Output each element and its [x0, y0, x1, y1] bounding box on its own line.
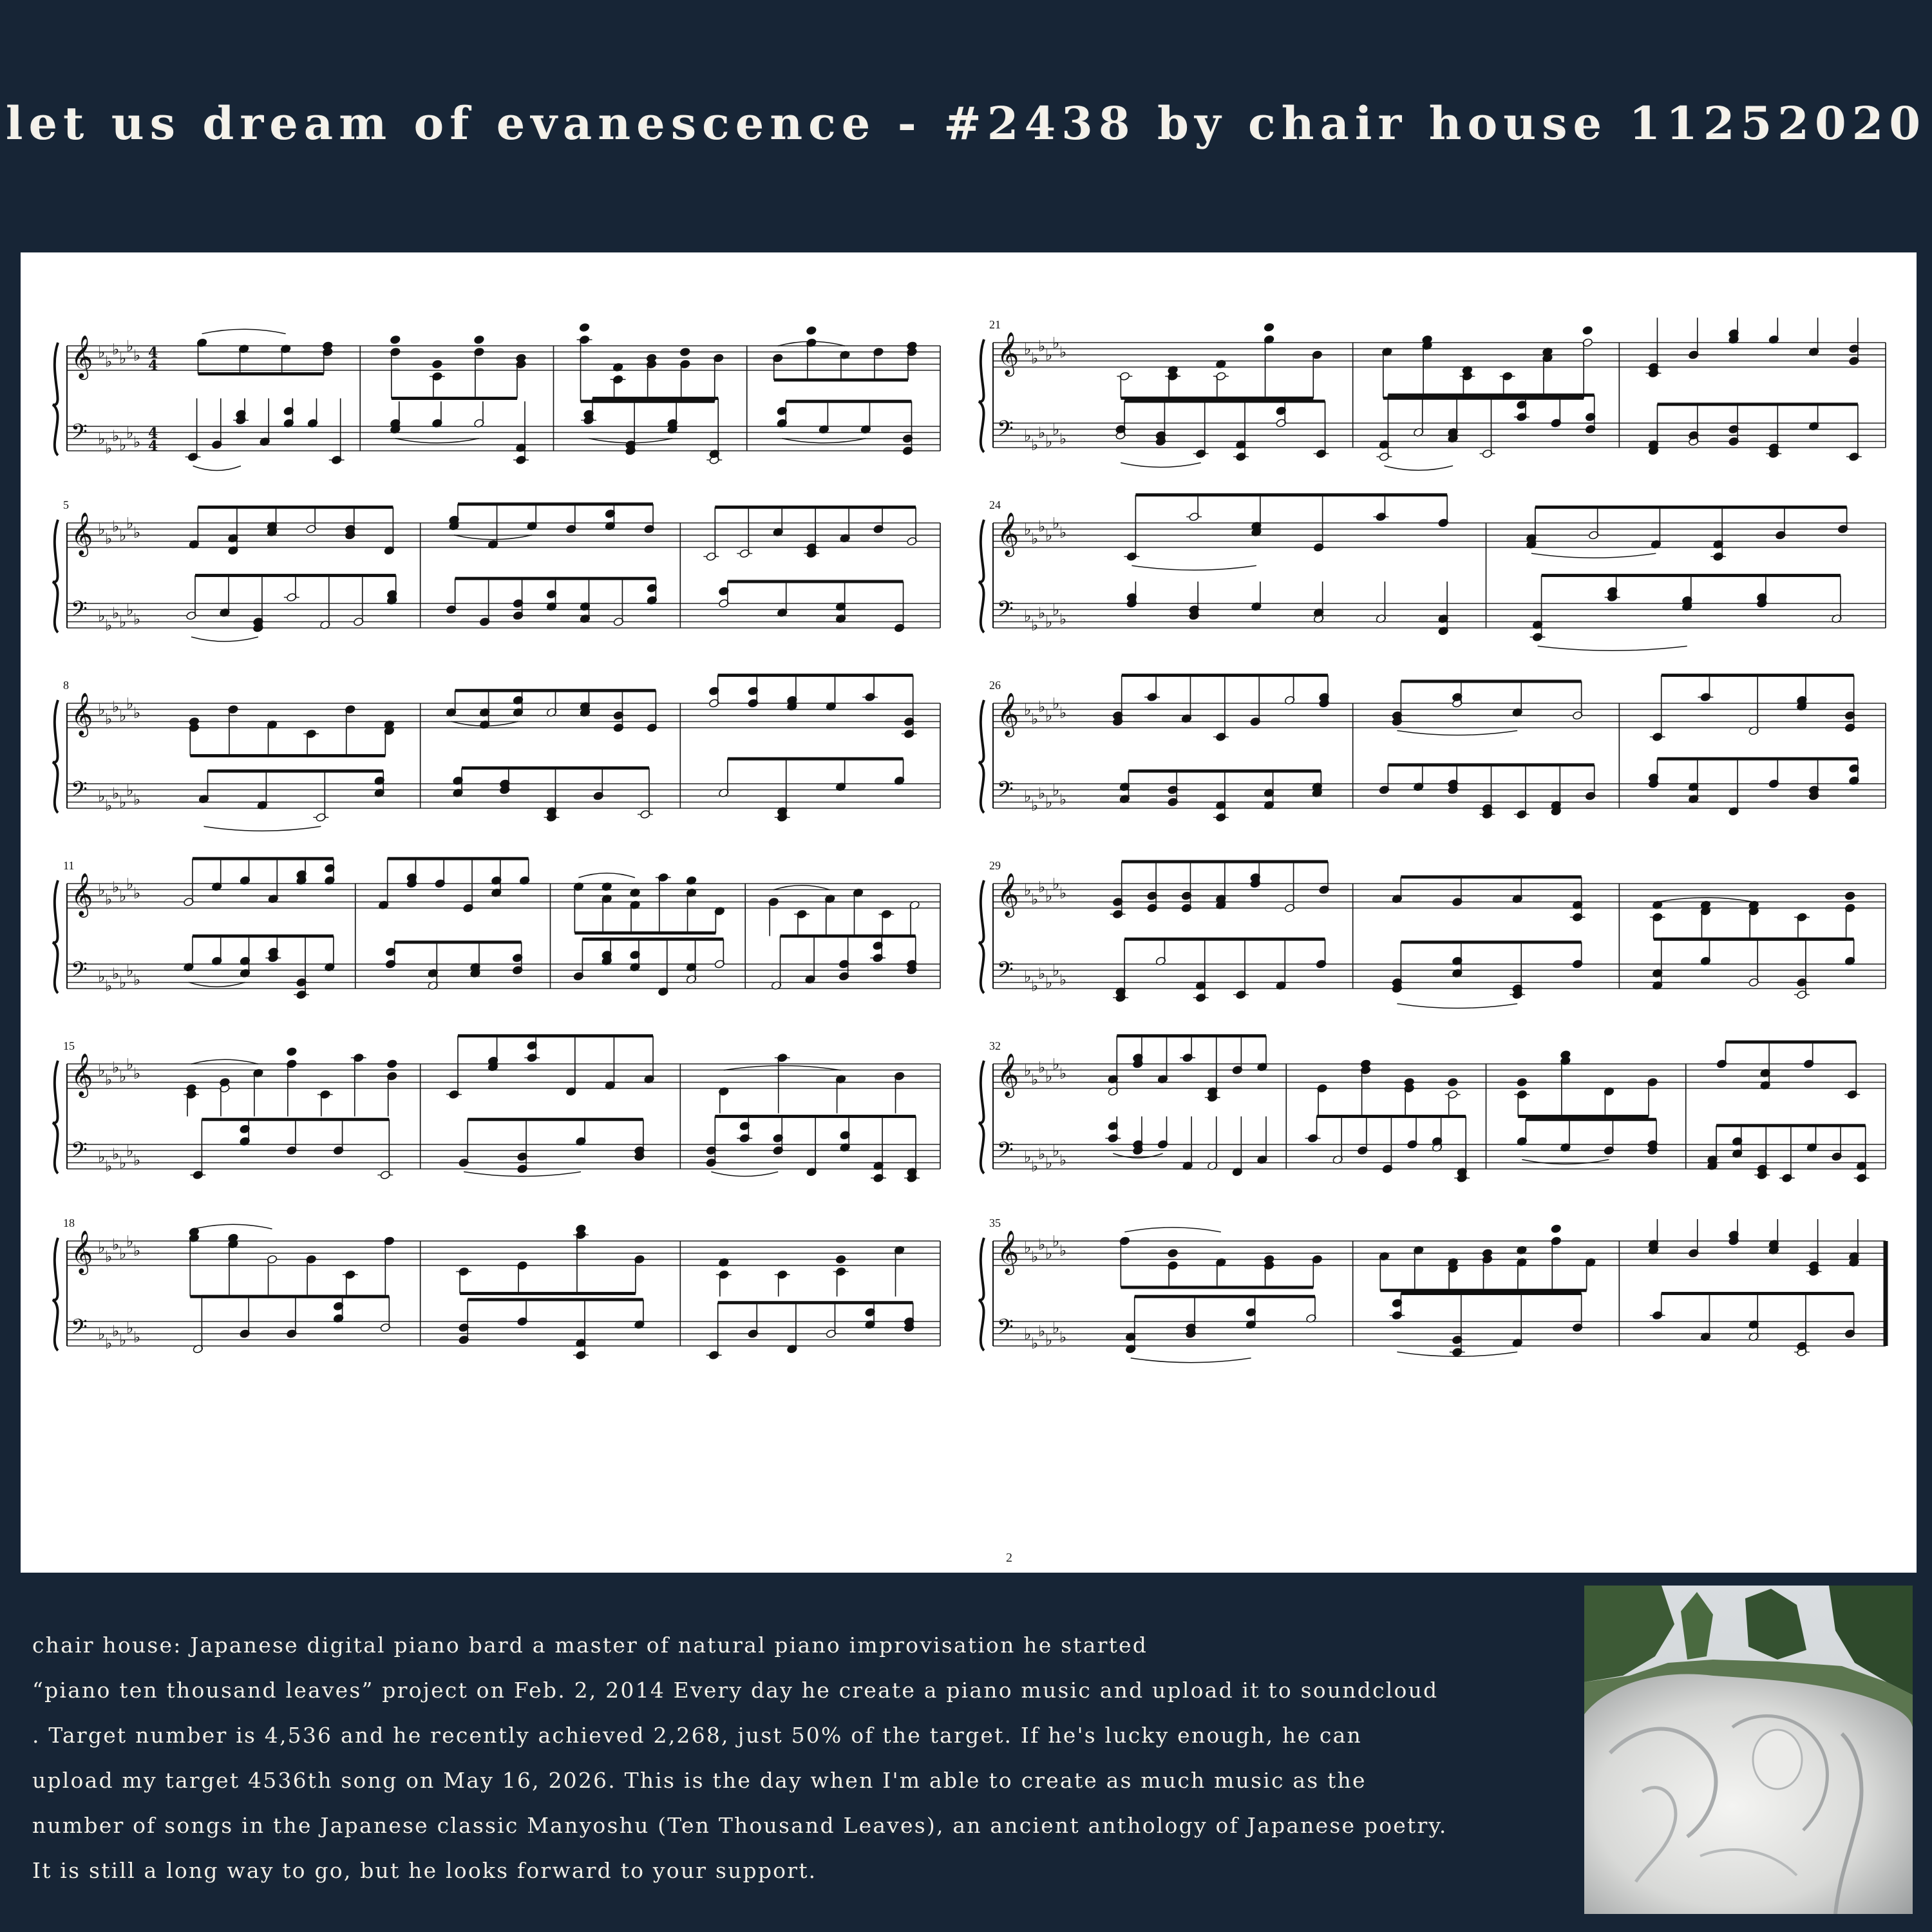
marble-sculpture-photo [1584, 1586, 1913, 1914]
bio-line: number of songs in the Japanese classic Manyoshu (Ten Thousand Leaves), an ancient anthology of Japanese poetry. [32, 1813, 1448, 1838]
flat-sign: ♭ [105, 1070, 113, 1089]
flat-sign: ♭ [119, 349, 127, 368]
flat-sign: ♭ [1038, 1144, 1046, 1163]
flat-sign: ♭ [98, 607, 106, 625]
flat-sign: ♭ [98, 1061, 106, 1079]
note-head [1551, 1224, 1562, 1234]
bass-clef: 𝄢 [997, 417, 1014, 446]
flat-sign: ♭ [98, 1238, 106, 1256]
staff-brace [979, 339, 984, 452]
flat-sign: ♭ [126, 694, 134, 713]
flat-sign: ♭ [1038, 1321, 1046, 1340]
slur [773, 886, 830, 890]
flat-sign: ♭ [1038, 878, 1046, 896]
bar-number: 26 [989, 679, 1001, 692]
bass-clef: 𝄢 [997, 958, 1014, 987]
flat-sign: ♭ [1052, 421, 1060, 439]
flat-sign: ♭ [126, 601, 134, 619]
bass-clef: 𝄢 [71, 420, 88, 450]
flat-sign: ♭ [1038, 697, 1046, 716]
slur [1522, 1160, 1609, 1164]
flat-sign: ♭ [133, 1328, 141, 1347]
flat-sign: ♭ [105, 796, 113, 815]
flat-sign: ♭ [133, 790, 141, 809]
flat-sign: ♭ [1038, 1058, 1046, 1077]
flat-sign: ♭ [1059, 1064, 1067, 1083]
flat-sign: ♭ [1024, 426, 1032, 445]
flat-sign: ♭ [126, 424, 134, 442]
staff-brace [53, 880, 58, 993]
flat-sign: ♭ [1024, 1148, 1032, 1166]
slur [191, 637, 258, 641]
bar-number: 35 [989, 1217, 1001, 1229]
flat-sign: ♭ [112, 1321, 120, 1340]
note-head [286, 1047, 297, 1057]
flat-sign: ♭ [1052, 781, 1060, 799]
note-head [1447, 1077, 1458, 1087]
flat-sign: ♭ [1024, 1061, 1032, 1079]
bio-line: upload my target 4536th song on May 16, 2026. This is the day when I'm able to create as much music as the [32, 1768, 1367, 1793]
treble-clef: 𝄞 [997, 331, 1019, 375]
time-signature: 4 [148, 438, 158, 455]
note-head [1844, 891, 1855, 901]
note-head [579, 323, 590, 332]
flat-sign: ♭ [1052, 1232, 1060, 1251]
flat-sign: ♭ [1052, 514, 1060, 533]
flat-sign: ♭ [1024, 520, 1032, 538]
flat-sign: ♭ [105, 352, 113, 371]
flat-sign: ♭ [1059, 971, 1067, 989]
flat-sign: ♭ [1045, 1244, 1053, 1263]
flat-sign: ♭ [98, 1148, 106, 1166]
note-head [386, 1059, 397, 1069]
flat-sign: ♭ [98, 430, 106, 448]
flat-sign: ♭ [112, 878, 120, 896]
flat-sign: ♭ [98, 520, 106, 538]
flat-sign: ♭ [1038, 964, 1046, 983]
slur [724, 1066, 841, 1070]
flat-sign: ♭ [112, 426, 120, 445]
flat-sign: ♭ [98, 881, 106, 899]
flat-sign: ♭ [105, 890, 113, 909]
sheet-music-page [21, 252, 1917, 1573]
bar-number: 8 [63, 679, 69, 692]
staff-brace [53, 520, 58, 632]
flat-sign: ♭ [126, 1232, 134, 1251]
flat-sign: ♭ [112, 697, 120, 716]
flat-sign: ♭ [112, 1235, 120, 1254]
treble-clef: 𝄞 [71, 692, 93, 735]
slur [454, 535, 532, 540]
note-head [806, 326, 817, 336]
flat-sign: ♭ [112, 1058, 120, 1077]
flat-sign: ♭ [105, 1247, 113, 1266]
note-head [1582, 326, 1593, 336]
flat-sign: ♭ [1031, 616, 1039, 634]
flat-sign: ♭ [133, 884, 141, 902]
flat-sign: ♭ [1031, 435, 1039, 454]
flat-sign: ♭ [133, 433, 141, 451]
slur [395, 439, 479, 443]
staff-brace [979, 700, 984, 813]
flat-sign: ♭ [119, 613, 127, 631]
staff-brace [979, 1061, 984, 1173]
flat-sign: ♭ [1031, 349, 1039, 368]
flat-sign: ♭ [1024, 787, 1032, 806]
slur [202, 329, 286, 334]
score-svg [21, 252, 1917, 1573]
flat-sign: ♭ [1031, 529, 1039, 548]
flat-sign: ♭ [1031, 1070, 1039, 1089]
flat-sign: ♭ [1059, 610, 1067, 629]
flat-sign: ♭ [1031, 796, 1039, 815]
slur [1124, 1227, 1220, 1232]
flat-sign: ♭ [1024, 1325, 1032, 1343]
flat-sign: ♭ [126, 875, 134, 893]
treble-clef: 𝄞 [997, 872, 1019, 916]
slur [1397, 1004, 1517, 1009]
bass-clef: 𝄢 [71, 777, 88, 807]
flat-sign: ♭ [133, 1064, 141, 1083]
page-number: 2 [1006, 1551, 1012, 1565]
flat-sign: ♭ [1059, 1241, 1067, 1260]
slur [711, 1172, 778, 1177]
flat-sign: ♭ [119, 526, 127, 545]
note-head [431, 359, 442, 369]
flat-sign: ♭ [133, 1241, 141, 1260]
flat-sign: ♭ [1024, 967, 1032, 986]
slur [204, 826, 321, 831]
flat-sign: ♭ [1059, 1328, 1067, 1347]
flat-sign: ♭ [133, 1151, 141, 1170]
flat-sign: ♭ [1045, 974, 1053, 992]
flat-sign: ♭ [133, 610, 141, 629]
slur [1132, 565, 1256, 570]
bar-number: 32 [989, 1039, 1001, 1052]
flat-sign: ♭ [112, 340, 120, 359]
bio-line: chair house: Japanese digital piano bard a master of natural piano improvisation he started [32, 1633, 1148, 1658]
note-head [473, 335, 484, 345]
bar-number: 15 [63, 1039, 75, 1052]
flat-sign: ♭ [119, 1331, 127, 1349]
flat-sign: ♭ [1059, 343, 1067, 361]
flat-sign: ♭ [1031, 710, 1039, 728]
flat-sign: ♭ [1024, 701, 1032, 719]
slur [1131, 1358, 1251, 1363]
treble-clef: 𝄞 [71, 872, 93, 916]
flat-sign: ♭ [1038, 517, 1046, 536]
staff-brace [979, 520, 984, 632]
note-head [835, 1255, 846, 1264]
flat-sign: ♭ [98, 967, 106, 986]
flat-sign: ♭ [1052, 1055, 1060, 1074]
flat-sign: ♭ [105, 529, 113, 548]
bass-clef: 𝄢 [997, 1315, 1014, 1345]
flat-sign: ♭ [1045, 793, 1053, 811]
time-signature: 4 [148, 357, 158, 374]
treble-clef: 𝄞 [71, 334, 93, 378]
flat-sign: ♭ [105, 1157, 113, 1175]
flat-sign: ♭ [133, 703, 141, 722]
flat-sign: ♭ [1031, 1157, 1039, 1175]
flat-sign: ♭ [1024, 1238, 1032, 1256]
flat-sign: ♭ [133, 523, 141, 542]
bar-number: 18 [63, 1217, 75, 1229]
page-title: let us dream of evanescence - #2438 by chair house 11252020 [5, 97, 1927, 150]
bar-number: 11 [63, 859, 75, 872]
slur [1121, 463, 1201, 468]
flat-sign: ♭ [126, 337, 134, 355]
flat-sign: ♭ [1059, 790, 1067, 809]
flat-sign: ♭ [126, 514, 134, 533]
flat-sign: ♭ [1045, 433, 1053, 451]
flat-sign: ♭ [1059, 430, 1067, 448]
flat-sign: ♭ [1031, 1247, 1039, 1266]
flat-sign: ♭ [1031, 1334, 1039, 1352]
flat-sign: ♭ [1045, 526, 1053, 545]
staff-brace [53, 1061, 58, 1173]
flat-sign: ♭ [126, 1319, 134, 1337]
flat-sign: ♭ [1052, 1142, 1060, 1160]
treble-clef: 𝄞 [71, 1052, 93, 1096]
slur [194, 1224, 272, 1229]
slur [1397, 731, 1517, 735]
bass-clef: 𝄢 [997, 597, 1014, 627]
bass-clef: 𝄢 [997, 1138, 1014, 1168]
slur [1531, 553, 1656, 558]
flat-sign: ♭ [1024, 881, 1032, 899]
flat-sign: ♭ [133, 346, 141, 365]
flat-sign: ♭ [1045, 706, 1053, 725]
treble-clef: 𝄞 [997, 1052, 1019, 1096]
flat-sign: ♭ [1045, 1067, 1053, 1086]
flat-sign: ♭ [98, 343, 106, 361]
bio-line: . Target number is 4,536 and he recently achieved 2,268, just 50% of the target. If he's lucky enough, he can [32, 1723, 1362, 1748]
staff-brace [979, 1238, 984, 1350]
flat-sign: ♭ [1038, 1235, 1046, 1254]
flat-sign: ♭ [1031, 976, 1039, 995]
bass-clef: 𝄢 [997, 777, 1014, 807]
flat-sign: ♭ [1052, 875, 1060, 893]
flat-sign: ♭ [1045, 613, 1053, 631]
flat-sign: ♭ [1052, 601, 1060, 619]
bass-clef: 𝄢 [71, 958, 88, 987]
bass-clef: 𝄢 [71, 1138, 88, 1168]
flat-sign: ♭ [1059, 703, 1067, 722]
flat-sign: ♭ [1038, 784, 1046, 802]
treble-clef: 𝄞 [997, 511, 1019, 555]
bio-line: It is still a long way to go, but he looks forward to your support. [32, 1858, 817, 1883]
staff-brace [53, 343, 58, 455]
slur [189, 982, 245, 987]
flat-sign: ♭ [126, 781, 134, 799]
treble-clef: 𝄞 [71, 1229, 93, 1273]
bar-number: 5 [63, 498, 69, 511]
flat-sign: ♭ [133, 971, 141, 989]
flat-sign: ♭ [112, 784, 120, 802]
flat-sign: ♭ [98, 787, 106, 806]
flat-sign: ♭ [98, 701, 106, 719]
flat-sign: ♭ [119, 1067, 127, 1086]
flat-sign: ♭ [1038, 423, 1046, 442]
flat-sign: ♭ [1052, 1319, 1060, 1337]
flat-sign: ♭ [119, 887, 127, 905]
flat-sign: ♭ [126, 961, 134, 980]
flat-sign: ♭ [1024, 607, 1032, 625]
flat-sign: ♭ [98, 1325, 106, 1343]
flat-sign: ♭ [1052, 334, 1060, 352]
slur [1384, 466, 1453, 470]
flat-sign: ♭ [1045, 346, 1053, 365]
flat-sign: ♭ [119, 793, 127, 811]
flat-sign: ♭ [105, 439, 113, 457]
bar-number: 24 [989, 498, 1001, 511]
treble-clef: 𝄞 [997, 1229, 1019, 1273]
bar-number: 29 [989, 859, 1001, 872]
flat-sign: ♭ [1038, 337, 1046, 355]
note-head [390, 335, 401, 345]
bar-number: 21 [989, 318, 1001, 331]
flat-sign: ♭ [119, 1154, 127, 1172]
flat-sign: ♭ [119, 1244, 127, 1263]
flat-sign: ♭ [1038, 603, 1046, 622]
treble-clef: 𝄞 [997, 692, 1019, 735]
note-head [1517, 1077, 1528, 1087]
flat-sign: ♭ [112, 603, 120, 622]
note-head [1264, 323, 1274, 332]
flat-sign: ♭ [112, 517, 120, 536]
bio-text [32, 1623, 1552, 1893]
note-head [679, 347, 690, 357]
slur [578, 873, 635, 878]
flat-sign: ♭ [105, 616, 113, 634]
bio-line: “piano ten thousand leaves” project on Feb. 2, 2014 Every day he create a piano music and upload it to soundcloud [32, 1678, 1439, 1703]
flat-sign: ♭ [1059, 1151, 1067, 1170]
slur [191, 1059, 258, 1064]
flat-sign: ♭ [1045, 1331, 1053, 1349]
flat-sign: ♭ [105, 976, 113, 995]
flat-sign: ♭ [119, 706, 127, 725]
flat-sign: ♭ [1024, 340, 1032, 358]
treble-clef: 𝄞 [71, 511, 93, 555]
flat-sign: ♭ [1045, 1154, 1053, 1172]
flat-sign: ♭ [126, 1142, 134, 1160]
staff-brace [53, 1238, 58, 1350]
bass-clef: 𝄢 [71, 597, 88, 627]
flat-sign: ♭ [119, 436, 127, 454]
slur [193, 466, 241, 471]
flat-sign: ♭ [1045, 887, 1053, 905]
flat-sign: ♭ [1059, 523, 1067, 542]
time-signature: 4 [148, 345, 158, 361]
flat-sign: ♭ [1052, 694, 1060, 713]
time-signature: 4 [148, 425, 158, 442]
flat-sign: ♭ [119, 974, 127, 992]
staff-brace [979, 880, 984, 993]
staff-brace [53, 700, 58, 813]
flat-sign: ♭ [1059, 884, 1067, 902]
note-head [1168, 1249, 1179, 1258]
flat-sign: ♭ [126, 1055, 134, 1074]
flat-sign: ♭ [105, 710, 113, 728]
bass-clef: 𝄢 [71, 1315, 88, 1345]
flat-sign: ♭ [1031, 890, 1039, 909]
slur [1538, 646, 1687, 650]
slur [782, 439, 866, 443]
flat-sign: ♭ [112, 964, 120, 983]
flat-sign: ♭ [1052, 961, 1060, 980]
flat-sign: ♭ [112, 1144, 120, 1163]
flat-sign: ♭ [105, 1334, 113, 1352]
